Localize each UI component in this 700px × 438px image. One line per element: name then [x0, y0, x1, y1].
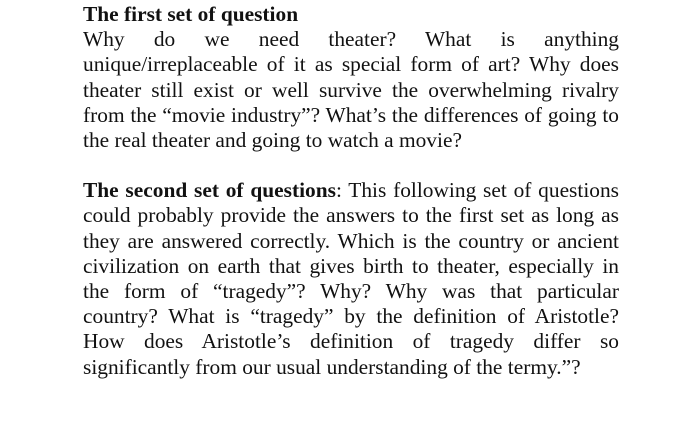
- section-2-paragraph: [83, 178, 619, 380]
- section-2-text: : This following set of questions could probably provide the answers to the first set as long as they are answered correctly. Which is the country or ancient civilization on earth that gives birth to theater, especially in the form of “tragedy”? Why? Why was that particular country? What is “tragedy” by the definition of Aristotle? How does Aristotle’s definition of tragedy differ so significantly from our usual understanding of the termy.”?: [83, 178, 619, 379]
- section-1-heading: The first set of question: [83, 2, 299, 26]
- paragraph-gap: [83, 153, 619, 178]
- section-1-paragraph: Why do we need theater? What is anything unique/irreplaceable of it as special form of art? Why does theater still exist or well survive the overwhelming rivalry from the “movie industry”? What’s the differences of going to the real theater and going to watch a movie?: [83, 27, 619, 153]
- section-2-lead: The second set of questions: [83, 178, 336, 203]
- document-body: [83, 2, 619, 380]
